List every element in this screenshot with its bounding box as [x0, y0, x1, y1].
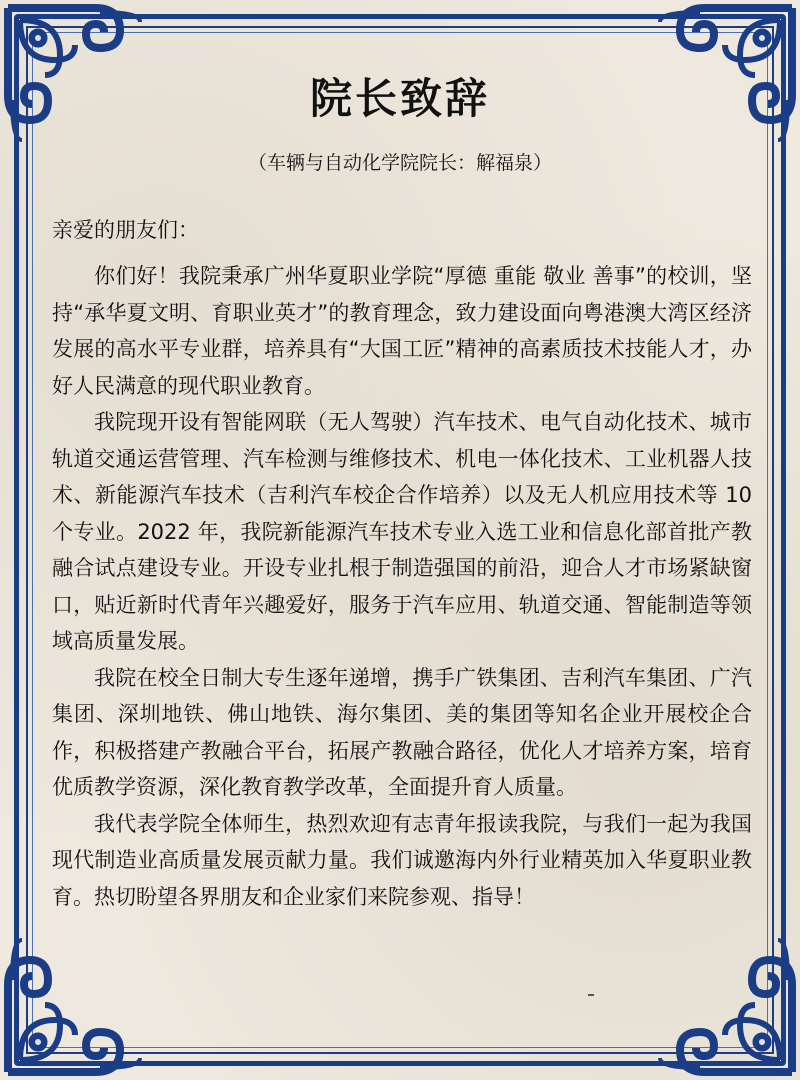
- page-title: 院长致辞: [309, 74, 490, 123]
- corner-ornament-bottom-left: [0, 930, 150, 1080]
- dash-mark: [588, 994, 594, 996]
- author-subtitle: （车辆与自动化学院院长：解福泉）: [247, 152, 552, 174]
- corner-ornament-bottom-right: [650, 930, 800, 1080]
- letter-body: [52, 258, 752, 915]
- paragraph: 你们好！我院秉承广州华夏职业学院“厚德 重能 敬业 善事”的校训，坚持“承华夏文明、育职业英才”的教育理念，致力建设面向粤港澳大湾区经济发展的高水平专业群，培养具有“大国工匠”精神的高素质技术技能人才，办好人民满意的现代职业教育。: [52, 264, 752, 398]
- paragraph: 我院在校全日制大专生逐年递增，携手广铁集团、吉利汽车集团、广汽集团、深圳地铁、佛山地铁、海尔集团、美的集团等知名企业开展校企合作，积极搭建产教融合平台，拓展产教融合路径，优化人才培养方案，培育优质教学资源，深化教育教学改革，全面提升育人质量。: [52, 665, 752, 799]
- paragraph: 我院现开设有智能网联（无人驾驶）汽车技术、电气自动化技术、城市轨道交通运营管理、汽车检测与维修技术、机电一体化技术、工业机器人技术、新能源汽车技术（吉利汽车校企合作培养）以及无人机应用技术等 10 个专业。2022 年，我院新能源汽车技术专业入选工业和信息化部首批产教融合试点建设专业。开设专业扎根于制造强国的前沿，迎合人才市场紧缺窗口，贴近新时代青年兴趣爱好，服务于汽车应用、轨道交通、智能制造等领域高质量发展。: [52, 410, 752, 653]
- paragraph: 我代表学院全体师生，热烈欢迎有志青年报读我院，与我们一起为我国现代制造业高质量发展贡献力量。我们诚邀海内外行业精英加入华夏职业教育。热切盼望各界朋友和企业家们来院参观、指导！: [52, 811, 752, 909]
- greeting: 亲爱的朋友们：: [52, 218, 199, 242]
